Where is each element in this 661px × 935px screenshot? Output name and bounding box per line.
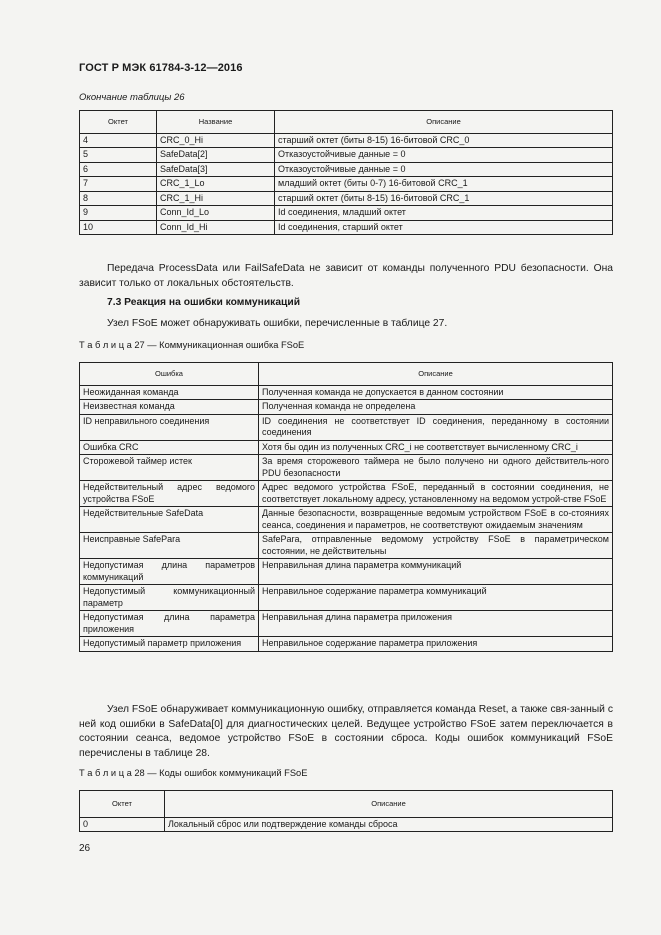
error-cell: Недействительные SafeData — [80, 507, 259, 533]
description-cell: Id соединения, младший октет — [275, 206, 613, 221]
name-cell: SafeData[3] — [157, 162, 275, 177]
page-number: 26 — [79, 843, 91, 854]
description-cell: Локальный сброс или подтверждение команды сброса — [165, 817, 613, 832]
name-cell: SafeData[2] — [157, 148, 275, 163]
table26-header-name: Название — [157, 111, 275, 134]
table-row — [80, 177, 613, 192]
table-row — [80, 533, 613, 559]
table26-header-octet: Октет — [80, 111, 157, 134]
description-cell: Адрес ведомого устройства FSoE, переданный в состоянии соединения, не соответствует локальному адресу, установленному на ведомом устрой-стве FSoE — [259, 481, 613, 507]
name-cell: CRC_1_Lo — [157, 177, 275, 192]
table-28 — [79, 790, 613, 832]
name-cell: Conn_Id_Hi — [157, 220, 275, 235]
error-cell: Недопустимый коммуникационный параметр — [80, 585, 259, 611]
description-cell: Неправильное содержание параметра приложения — [259, 637, 613, 652]
table28-header-description: Описание — [165, 791, 613, 818]
octet-cell: 7 — [80, 177, 157, 192]
description-cell: Хотя бы один из полученных CRC_i не соответствует вычисленному CRC_i — [259, 440, 613, 455]
table-row — [80, 611, 613, 637]
description-cell: старший октет (биты 8-15) 16-битовой CRC_0 — [275, 133, 613, 148]
table28-header-row — [80, 791, 613, 818]
table-27 — [79, 362, 613, 652]
description-cell: Id соединения, старший октет — [275, 220, 613, 235]
description-cell: За время сторожевого таймера не было получено ни одного действитель-ного PDU безопасности — [259, 455, 613, 481]
paragraph-errors-intro: Узел FSoE может обнаруживать ошибки, перечисленные в таблице 27. — [107, 318, 448, 329]
table28-header-octet: Октет — [80, 791, 165, 818]
table27-header-error: Ошибка — [80, 363, 259, 386]
table-row — [80, 162, 613, 177]
table-26 — [79, 110, 613, 235]
name-cell: Conn_Id_Lo — [157, 206, 275, 221]
table26-header-description: Описание — [275, 111, 613, 134]
table27-caption: Т а б л и ц а 27 — Коммуникационная ошибка FSoE — [79, 340, 305, 350]
description-cell: ID соединения не соответствует ID соединения, переданному в состоянии соединения — [259, 414, 613, 440]
error-cell: Недопустимая длина параметра приложения — [80, 611, 259, 637]
table26-continuation: Окончание таблицы 26 — [79, 92, 185, 103]
table27-header-row — [80, 363, 613, 386]
name-cell: CRC_1_Hi — [157, 191, 275, 206]
octet-cell: 0 — [80, 817, 165, 832]
octet-cell: 5 — [80, 148, 157, 163]
description-cell: SafePara, отправленные ведомому устройству FSoE в параметрическом состоянии, не действительны — [259, 533, 613, 559]
table-row — [80, 414, 613, 440]
description-cell: Отказоустойчивые данные = 0 — [275, 148, 613, 163]
description-cell: младший октет (биты 0-7) 16-битовой CRC_1 — [275, 177, 613, 192]
table-row — [80, 206, 613, 221]
octet-cell: 10 — [80, 220, 157, 235]
error-cell: Сторожевой таймер истек — [80, 455, 259, 481]
table-row — [80, 507, 613, 533]
octet-cell: 9 — [80, 206, 157, 221]
description-cell: Отказоустойчивые данные = 0 — [275, 162, 613, 177]
error-cell: Недопустимый параметр приложения — [80, 637, 259, 652]
table-row — [80, 817, 613, 832]
octet-cell: 8 — [80, 191, 157, 206]
section-heading: 7.3 Реакция на ошибки коммуникаций — [107, 297, 301, 308]
description-cell: Неправильная длина параметра коммуникаций — [259, 559, 613, 585]
error-cell: Неисправные SafePara — [80, 533, 259, 559]
octet-cell: 4 — [80, 133, 157, 148]
description-cell: Неправильное содержание параметра коммуникаций — [259, 585, 613, 611]
table-row — [80, 585, 613, 611]
table-row — [80, 481, 613, 507]
table-row — [80, 455, 613, 481]
paragraph-processdata: Передача ProcessData или FailSafeData не зависит от команды полученного PDU безопасности. Она зависит только от локальных обстоятельств. — [79, 263, 613, 289]
description-cell: старший октет (биты 8-15) 16-битовой CRC_1 — [275, 191, 613, 206]
table-row — [80, 191, 613, 206]
description-cell: Данные безопасности, возвращенные ведомым устройством FSoE в со-стояниях сеанса, соединения и параметров, не соответствуют ожидаемым значениям — [259, 507, 613, 533]
description-cell: Полученная команда не определена — [259, 400, 613, 415]
error-cell: ID неправильного соединения — [80, 414, 259, 440]
table27-header-description: Описание — [259, 363, 613, 386]
octet-cell: 6 — [80, 162, 157, 177]
table28-caption: Т а б л и ц а 28 — Коды ошибок коммуникаций FSoE — [79, 768, 308, 778]
table26-header-row — [80, 111, 613, 134]
table-row — [80, 559, 613, 585]
error-cell: Недействительный адрес ведомого устройства FSoE — [80, 481, 259, 507]
table-row — [80, 400, 613, 415]
table-row — [80, 148, 613, 163]
description-cell: Полученная команда не допускается в данном состоянии — [259, 385, 613, 400]
standard-header: ГОСТ Р МЭК 61784-3-12—2016 — [79, 62, 243, 74]
description-cell: Неправильная длина параметра приложения — [259, 611, 613, 637]
table-row — [80, 220, 613, 235]
table-row — [80, 637, 613, 652]
error-cell: Неожиданная команда — [80, 385, 259, 400]
table-row — [80, 440, 613, 455]
table-row — [80, 385, 613, 400]
error-cell: Неизвестная команда — [80, 400, 259, 415]
error-cell: Ошибка CRC — [80, 440, 259, 455]
paragraph-error-handling: Узел FSoE обнаруживает коммуникационную ошибку, отправляется команда Reset, а также свя-занный с ней код ошибки в SafeData[0] для диагностических целей. Ведущее устройство FSoE затем переключается в состоянии сеанса, ведомое устройство FSoE в состоянии сброса. Коды ошибок коммуникаций FSoE перечислены в таблице 28. — [79, 704, 613, 759]
table-row — [80, 133, 613, 148]
name-cell: CRC_0_Hi — [157, 133, 275, 148]
error-cell: Недопустимая длина параметров коммуникаций — [80, 559, 259, 585]
